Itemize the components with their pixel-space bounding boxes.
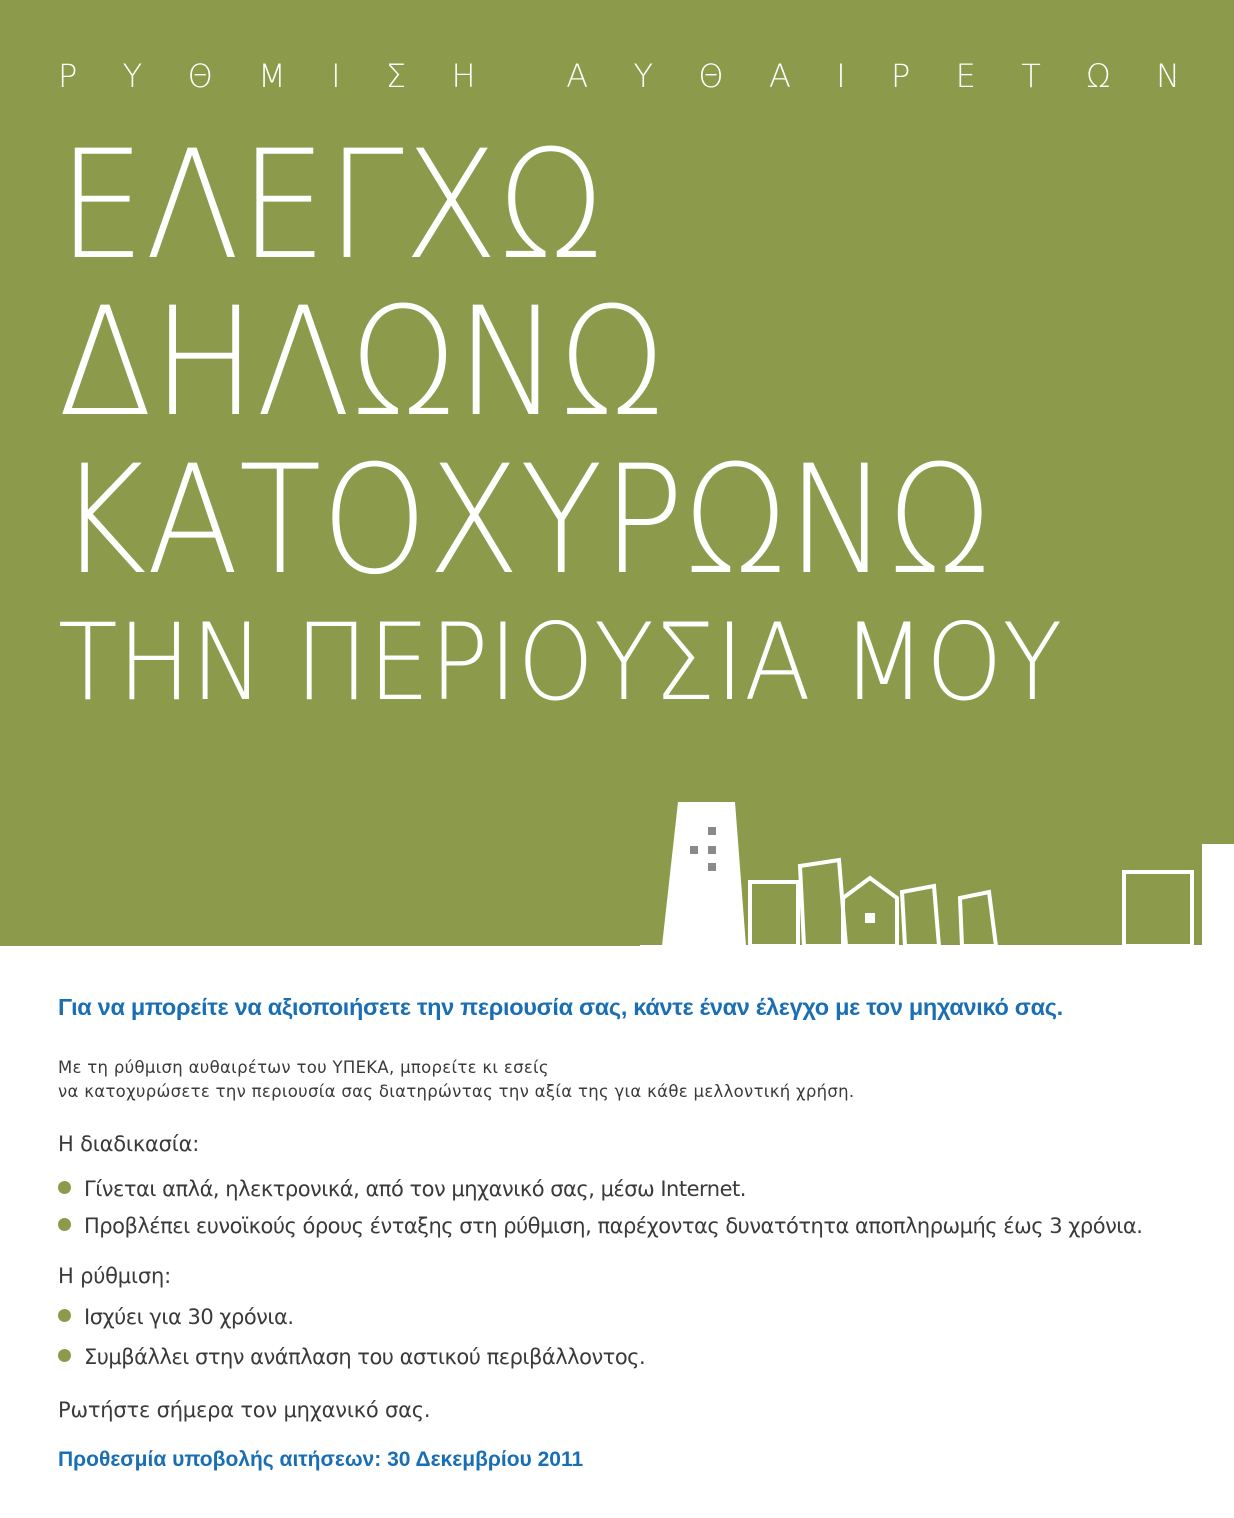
tower-window [690,846,698,854]
building-outline [960,892,996,946]
regulation-item [58,1343,645,1371]
supertitle-letter: Α [566,57,589,95]
process-item-text: Γίνεται απλά, ηλεκτρονικά, από τον μηχανικό σας, μέσω Internet. [84,1177,746,1201]
building-outline [1124,872,1192,946]
supertitle-letter: Υ [122,57,143,95]
deadline-text: Προθεσμία υποβολής αιτήσεων: 30 Δεκεμβρίου 2011 [58,1448,584,1471]
tower-window [708,827,716,835]
supertitle-letter: Μ [258,57,286,95]
headline-line-3: ΚΑΤΟΧΥΡΩΝΩ [58,434,992,608]
supertitle-letter: Θ [187,57,213,95]
intro-paragraph [58,1056,1158,1104]
bullet-dot-icon [58,1349,71,1362]
headline-line-4: ΤΗΝ ΠΕΡΙΟΥΣΙΑ ΜΟΥ [58,601,1063,724]
city-skyline-illustration [0,780,1234,950]
supertitle-letter: Ι [836,57,846,95]
headline-line-1: ΕΛΕΓΧΩ [58,119,604,293]
process-item [58,1175,746,1203]
supertitle-letter: Α [768,57,791,95]
process-item-text: Προβλέπει ευνοϊκούς όρους ένταξης στη ρύθμιση, παρέχοντας δυνατότητα αποπληρωμής έως 3 χρόνια. [84,1214,1143,1238]
house-outline [843,878,897,946]
bullet-dot-icon [58,1309,71,1322]
tower-window [708,863,716,871]
bullet-dot-icon [58,1181,71,1194]
supertitle-letter: Ι [331,57,341,95]
supertitle-letter: Σ [385,57,407,95]
supertitle [58,56,1180,96]
supertitle-letter: Η [451,57,476,95]
right-building-block [1202,844,1234,950]
headline-line-2: ΔΗΛΩΝΩ [58,276,665,450]
tower-building [662,802,746,946]
supertitle-letter: Τ [1021,57,1041,95]
process-heading: Η διαδικασία: [58,1132,200,1156]
intro-line: να κατοχυρώσετε την περιουσία σας διατηρώντας την αξία της για κάθε μελλοντική χρήση. [58,1082,855,1101]
supertitle-letter: Ρ [890,57,911,95]
ground [640,945,1234,950]
building-outline [800,860,846,946]
supertitle-letter: Ω [1086,57,1111,95]
regulation-item [58,1303,294,1331]
supertitle-letter: Θ [698,57,724,95]
building-outline [750,882,798,946]
supertitle-letter: Ν [1155,57,1180,95]
lead-text: Για να μπορείτε να αξιοποιήσετε την περιουσία σας, κάντε έναν έλεγχο με τον μηχανικό σας. [58,994,1063,1020]
house-window [865,913,875,923]
building-outline [902,886,939,946]
closing-text: Ρωτήστε σήμερα τον μηχανικό σας. [58,1398,431,1422]
process-item [58,1212,1142,1240]
regulation-item-text: Ισχύει για 30 χρόνια. [84,1305,294,1329]
intro-line: Με τη ρύθμιση αυθαιρέτων του ΥΠΕΚΑ, μπορείτε κι εσείς [58,1058,549,1077]
tower-window [708,846,716,854]
regulation-heading: Η ρύθμιση: [58,1264,171,1288]
bullet-dot-icon [58,1218,71,1231]
supertitle-letter: Ε [955,57,976,95]
regulation-item-text: Συμβάλλει στην ανάπλαση του αστικού περιβάλλοντος. [84,1345,646,1369]
supertitle-letter: Υ [633,57,654,95]
supertitle-letter: Ρ [58,57,78,95]
